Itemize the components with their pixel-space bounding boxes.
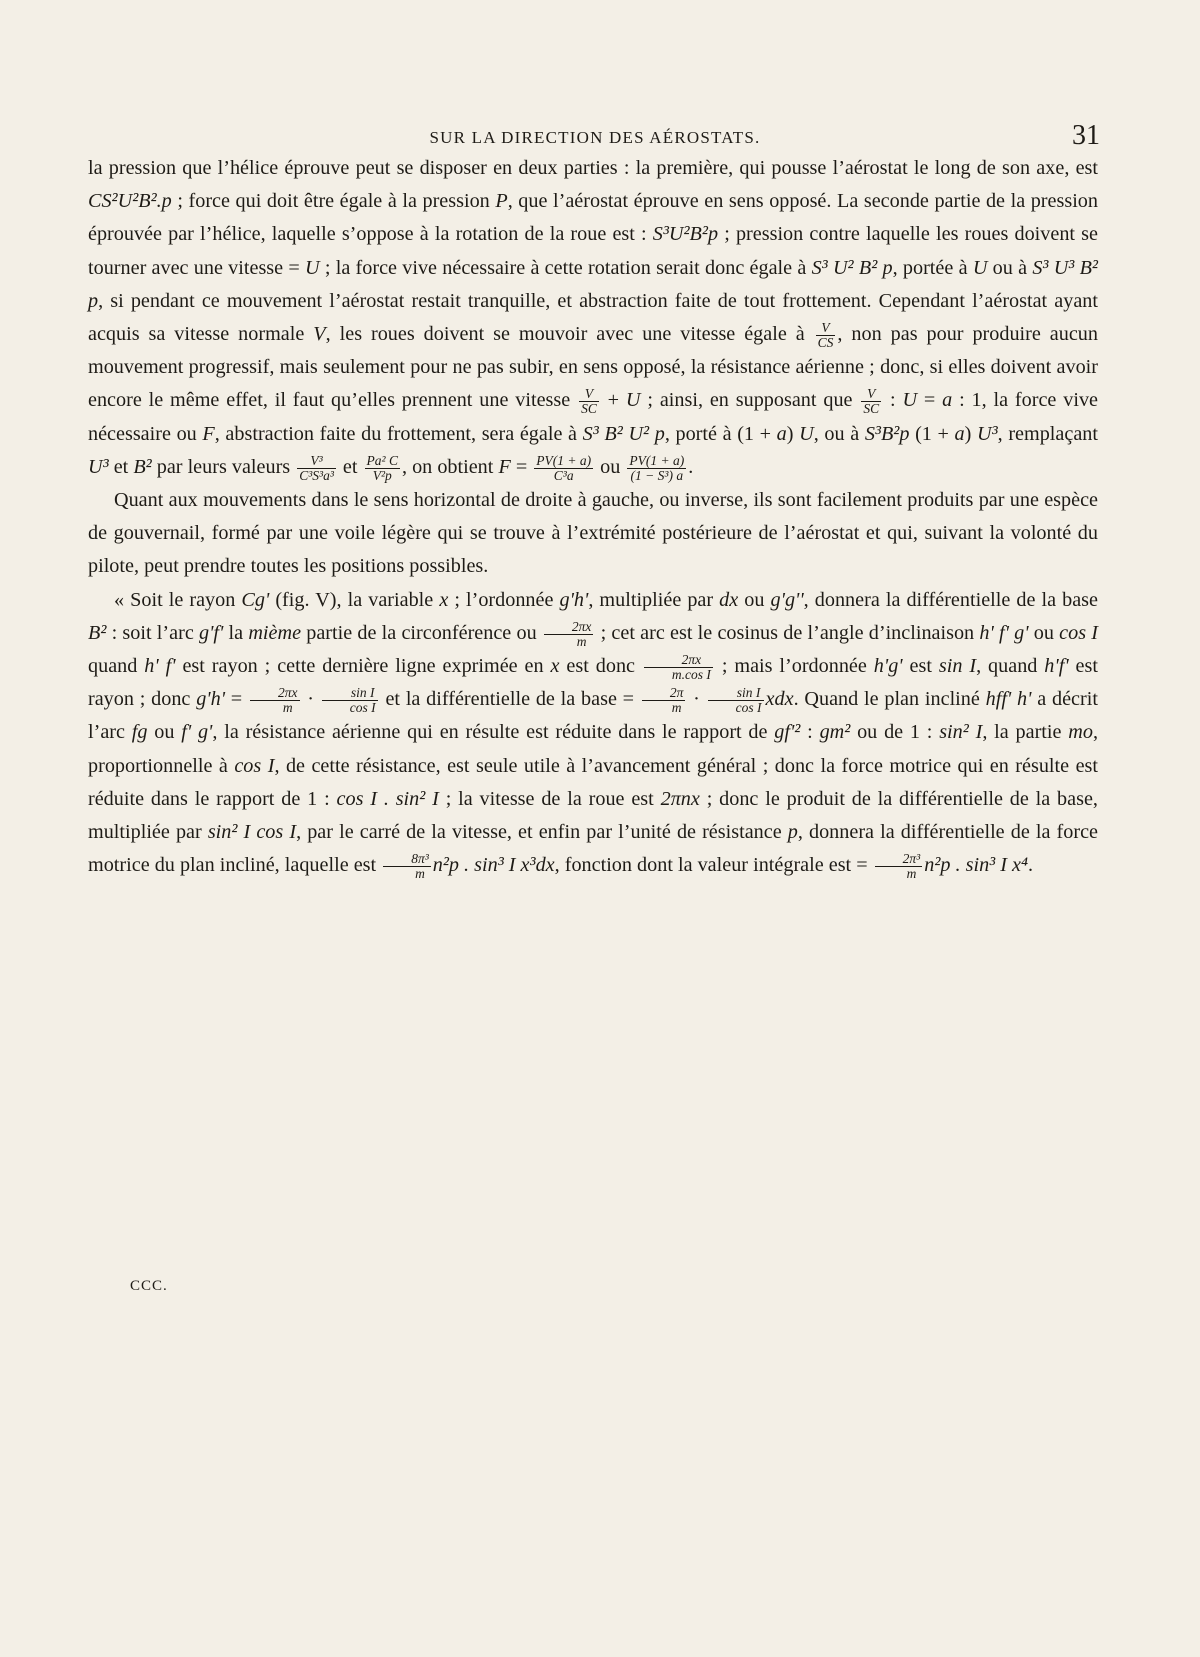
text-run: la pression que l’hélice éprouve peut se disposer en deux parties : la première, qui pousse l’aérostat le long de son axe, est: [88, 157, 1098, 179]
fraction-numerator: 2π: [669, 685, 684, 701]
math-expression: sin² I: [939, 721, 983, 744]
math-expression: p: [787, 821, 798, 844]
math-expression: h' f': [144, 655, 176, 678]
fraction: [383, 852, 431, 881]
math-expression: U: [625, 389, 641, 412]
text-run: . Quand le plan incliné: [793, 688, 986, 711]
fraction-numerator: 2πx: [277, 685, 298, 701]
text-run: est rayon ; cette dernière ligne exprimée en: [175, 655, 551, 678]
text-run: , par le carré de la vitesse, et enfin par l’unité de résistance: [296, 821, 788, 844]
text-run: : 1, la force vive nécessaire ou: [88, 389, 1098, 445]
math-expression: dx: [719, 588, 739, 611]
text-run: (fig. V), la variable: [269, 588, 440, 611]
math-expression: S³ U² B² p: [811, 256, 893, 279]
text-run: ·: [687, 688, 706, 711]
fraction-numerator: sin I: [350, 685, 375, 701]
text-run: , la résistance aérienne qui en résulte est réduite dans le rapport de: [212, 721, 775, 744]
text-run: ou: [595, 455, 626, 478]
text-run: .: [1028, 854, 1034, 877]
text-run: , les roues doivent se mouvoir avec une vitesse égale à: [325, 323, 814, 346]
text-run: est donc: [559, 655, 642, 678]
math-expression: B²: [133, 455, 152, 478]
math-expression: h'f': [1044, 655, 1069, 678]
fraction: [708, 686, 764, 715]
text-run: =: [510, 455, 533, 478]
text-run: , que l’aérostat éprouve en sens opposé. La seconde partie de la pression éprouvée par l’hélice, laquelle s’oppose à la rotation de la roue est :: [88, 190, 1098, 246]
text-run: ; force qui doit être égale à la pression: [171, 190, 496, 213]
text-run: ou: [147, 721, 182, 744]
math-expression: B²: [88, 621, 107, 644]
text-run: ; mais l’ordonnée: [714, 655, 874, 678]
text-run: , la partie: [982, 721, 1069, 744]
text-run: , proportionnelle à: [88, 721, 1099, 777]
math-expression: a: [776, 422, 787, 445]
fraction-numerator: V³: [310, 452, 323, 468]
fraction: [297, 454, 336, 483]
text-run: .: [688, 455, 694, 478]
fraction-denominator: cos I: [322, 700, 378, 715]
paragraph-3: [88, 584, 1098, 883]
math-expression: a: [942, 389, 953, 412]
math-expression: Cg': [241, 588, 270, 611]
math-expression: g'h': [559, 588, 589, 611]
text-run: , fonction dont la valeur intégrale est =: [554, 854, 873, 877]
fraction-numerator: 2πx: [681, 651, 702, 667]
fraction-numerator: V: [867, 386, 876, 402]
text-run: , de cette résistance, est seule utile à l’avancement général ; donc la force motrice qui en résulte est réduite dans le rapport de 1 :: [88, 754, 1098, 810]
math-expression: x: [550, 655, 560, 678]
math-expression: hff' h': [985, 688, 1032, 711]
text-run: ; ainsi, en supposant que: [640, 389, 860, 412]
math-expression: S³ B² U² p: [582, 422, 665, 445]
math-expression: a: [954, 422, 965, 445]
math-expression: F: [202, 422, 215, 445]
math-expression: n²p . sin³ I x⁴: [924, 854, 1029, 877]
math-expression: g'h': [196, 688, 226, 711]
text-run: : soit l’arc: [106, 621, 199, 644]
math-expression: cos I: [1059, 621, 1099, 644]
fraction-denominator: m: [250, 700, 300, 715]
text-run: =: [225, 688, 248, 711]
fraction-denominator: m: [544, 634, 594, 649]
text-run: , portée à: [892, 256, 973, 279]
text-run: a décrit l’arc: [88, 688, 1098, 744]
math-expression: h'g': [873, 655, 903, 678]
fraction-denominator: C³a: [534, 468, 593, 483]
text-run: partie de la circonférence ou: [301, 621, 542, 644]
fraction: [875, 852, 923, 881]
text-run: :: [883, 389, 903, 412]
math-expression: cos I . sin² I: [336, 787, 439, 810]
page-header: [90, 120, 1100, 154]
fraction-denominator: SC: [863, 401, 880, 417]
text-run: , donnera la différentielle de la force motrice du plan incliné, laquelle est: [88, 821, 1099, 877]
math-expression: CS²U²B².p: [88, 190, 172, 213]
math-expression: S³U²B²p: [652, 223, 719, 246]
text-run: =: [917, 389, 943, 412]
text-run: ou de 1 :: [850, 721, 940, 744]
fraction-numerator: 2πx: [571, 618, 592, 634]
text-run: :: [800, 721, 820, 744]
running-title: SUR LA DIRECTION DES AÉROSTATS.: [429, 128, 761, 147]
fraction-numerator: PV(1 + a): [629, 452, 685, 468]
text-run: ): [786, 422, 800, 445]
fraction-denominator: m.cos I: [644, 667, 713, 682]
fraction: [544, 620, 594, 649]
math-expression: S³ U³ B² p: [88, 256, 1098, 312]
text-run: et la différentielle de la base =: [379, 688, 640, 711]
fraction: [644, 653, 713, 682]
fraction: [322, 686, 378, 715]
fraction: [365, 454, 400, 483]
text-run: « Soit le rayon: [114, 588, 242, 611]
math-expression: gf'²: [774, 721, 801, 744]
signature-mark: CCC.: [130, 1278, 168, 1294]
math-expression: xdx: [765, 688, 794, 711]
math-expression: P: [495, 190, 508, 213]
fraction: [250, 686, 300, 715]
text-run: , ou à: [813, 422, 865, 445]
fraction-numerator: PV(1 + a): [536, 452, 592, 468]
fraction-numerator: 8π³: [411, 851, 429, 867]
text-run: ou: [1028, 621, 1060, 644]
text-run: ; donc le produit de la différentielle de la base, multipliée par: [88, 787, 1098, 844]
paragraph-1: [88, 152, 1098, 484]
text-run: ; l’ordonnée: [448, 588, 560, 611]
text-run: , remplaçant: [997, 422, 1098, 445]
fraction: [534, 454, 593, 483]
fraction-numerator: V: [584, 386, 594, 402]
fraction-denominator: cos I: [708, 700, 764, 715]
math-expression: sin I: [938, 655, 977, 678]
math-expression: U³: [977, 422, 998, 445]
math-expression: F: [498, 455, 511, 478]
body-text: [88, 152, 1098, 882]
math-expression: 2πnx: [660, 787, 700, 810]
text-run: , multipliée par: [588, 588, 720, 611]
fraction-denominator: m: [875, 866, 923, 881]
fraction: [579, 387, 599, 416]
math-expression: fg: [131, 721, 148, 744]
text-run: (1 +: [909, 422, 955, 445]
text-run: ; la force vive nécessaire à cette rotation serait donc égale à: [319, 256, 812, 279]
fraction-denominator: CS: [817, 334, 834, 350]
text-run: , si pendant ce mouvement l’aérostat restait tranquille, et abstraction faite de tout frottement. Cependant l’aérostat ayant acquis sa vitesse normale: [88, 289, 1098, 346]
math-expression: g'g'': [770, 588, 804, 611]
fraction-numerator: V: [821, 319, 830, 335]
text-run: ou: [738, 588, 771, 611]
paragraph-2: Quant aux mouvements dans le sens horizontal de droite à gauche, ou inverse, ils sont facilement produits par une espèce de gouvernail, formé par une voile légère qui se trouve à l’extrémité postérieure de l’aérostat et qui, suivant la volonté du pilote, peut prendre toutes les positions possibles.: [88, 489, 1098, 578]
math-expression: sin² I cos I: [207, 821, 297, 844]
math-expression: x: [439, 588, 449, 611]
fraction-denominator: SC: [581, 401, 597, 417]
fraction-numerator: 2π³: [902, 851, 921, 867]
fraction-denominator: m: [642, 700, 686, 715]
fraction-numerator: Pa² C: [366, 452, 398, 468]
math-expression: U: [972, 256, 988, 279]
text-run: , donnera la différentielle de la base: [803, 588, 1098, 611]
math-expression: n²p . sin³ I x³dx: [432, 854, 555, 877]
text-run: est: [902, 655, 939, 678]
text-run: ·: [301, 688, 320, 711]
math-expression: U: [902, 389, 918, 412]
fraction: [861, 387, 881, 416]
text-run: est rayon ; donc: [88, 655, 1098, 711]
math-expression: U: [305, 256, 320, 279]
fraction-denominator: (1 − S³) a: [627, 468, 686, 483]
fraction-denominator: C³S³a³: [299, 467, 334, 483]
text-run: et: [108, 455, 134, 478]
text-run: quand: [88, 655, 145, 678]
text-run: ou à: [987, 256, 1033, 279]
math-expression: f' g': [181, 721, 213, 744]
fraction-denominator: V²p: [365, 468, 400, 483]
math-expression: V: [313, 323, 326, 346]
text-run: , on obtient: [401, 455, 499, 478]
math-expression: h' f' g': [979, 621, 1029, 644]
math-expression: U: [799, 422, 814, 445]
math-expression: mième: [248, 621, 302, 644]
math-expression: cos I: [234, 754, 275, 777]
text-run: et: [337, 455, 363, 478]
text-run: , porté à (1 +: [664, 422, 777, 445]
math-expression: S³B²p: [864, 422, 910, 445]
fraction-denominator: m: [383, 866, 431, 881]
fraction-numerator: sin I: [736, 685, 761, 701]
text-run: par leurs valeurs: [151, 455, 296, 478]
math-expression: mo: [1068, 721, 1093, 744]
text-run: la: [223, 621, 249, 644]
text-run: ; cet arc est le cosinus de l’angle d’inclinaison: [595, 621, 980, 644]
text-run: , abstraction faite du frottement, sera égale à: [214, 422, 583, 445]
text-run: ): [964, 422, 977, 445]
fraction: [816, 321, 836, 350]
math-expression: gm²: [819, 721, 851, 744]
math-expression: U³: [88, 455, 109, 478]
text-run: , quand: [976, 655, 1045, 678]
text-run: ; la vitesse de la roue est: [438, 787, 661, 810]
text-run: +: [600, 389, 626, 412]
fraction: [642, 686, 686, 715]
text-run: ; pression contre laquelle les roues doivent se tourner avec une vitesse =: [88, 223, 1098, 279]
fraction: [627, 454, 686, 483]
math-expression: g'f': [199, 621, 224, 644]
page-number: 31: [1072, 120, 1100, 151]
text-run: , non pas pour produire aucun mouvement progressif, mais seulement pour ne pas subir, en sens opposé, la résistance aérienne ; donc, si elles doivent avoir encore le même effet, il faut qu’elles prennent une vitesse: [88, 323, 1098, 412]
